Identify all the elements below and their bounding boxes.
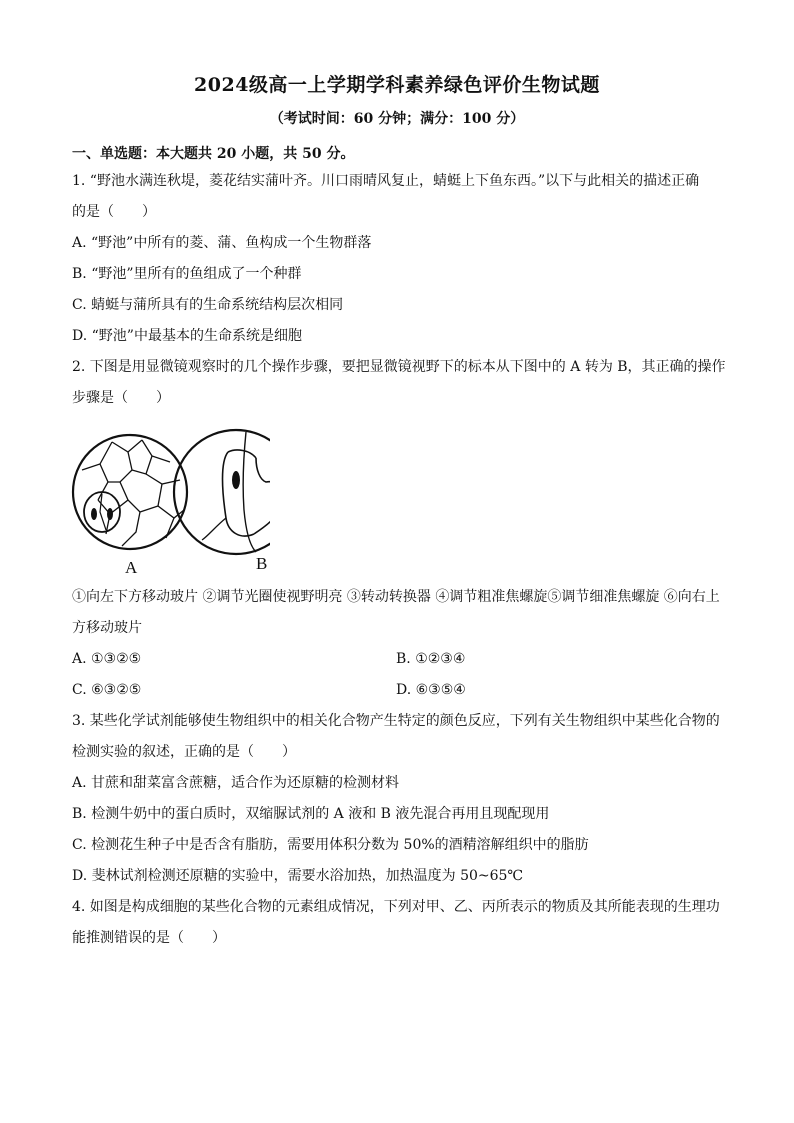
question-2-stem: 2. 下图是用显微镜观察时的几个操作步骤，要把显微镜视野下的标本从下图中的 A 转为 B，其正确的操作 [72, 359, 726, 375]
question-1-stem-cont: 的是（ ） [72, 204, 156, 220]
page-title: 2024级高一上学期学科素养绿色评价生物试题 [194, 74, 600, 96]
question-3-option-b: B. 检测牛奶中的蛋白质时，双缩脲试剂的 A 液和 B 液先混合再用且现配现用 [72, 806, 550, 822]
microscope-views-illustration [70, 422, 270, 582]
question-2-steps: ①向左下方移动玻片 ②调节光圈使视野明亮 ③转动转换器 ④调节粗准焦螺旋⑤调节细准焦螺旋 ⑥向右上 [72, 589, 720, 605]
question-3-stem-cont: 检测实验的叙述，正确的是（ ） [72, 744, 296, 760]
question-2-option-a: A. ①③②⑤ [72, 651, 142, 667]
figure-label-b: B [256, 554, 268, 573]
question-2-option-c: C. ⑥③②⑤ [72, 682, 142, 698]
question-1-option-a: A. “野池”中所有的菱、蒲、鱼构成一个生物群落 [72, 235, 372, 251]
view-b-drawing [174, 430, 270, 554]
question-3-option-a: A. 甘蔗和甜菜富含蔗糖，适合作为还原糖的检测材料 [72, 775, 400, 791]
question-3-option-d: D. 斐林试剂检测还原糖的实验中，需要水浴加热，加热温度为 50~65℃ [72, 868, 524, 884]
exam-info: （考试时间：60 分钟；满分：100 分） [269, 111, 525, 127]
question-2-option-d: D. ⑥③⑤④ [396, 682, 466, 698]
question-2-option-b: B. ①②③④ [396, 651, 466, 667]
question-4-stem-cont: 能推测错误的是（ ） [72, 930, 226, 946]
question-1-option-b: B. “野池”里所有的鱼组成了一个种群 [72, 266, 302, 282]
question-1-stem: 1. “野池水满连秋堤，菱花结实蒲叶齐。川口雨晴风复止，蜻蜓上下鱼东西。”以下与此相关的描述正确 [72, 173, 700, 189]
question-2-stem-cont: 步骤是（ ） [72, 390, 170, 406]
microscope-figure [70, 422, 270, 582]
question-2-steps-cont: 方移动玻片 [72, 620, 142, 636]
figure-label-a: A [125, 558, 138, 577]
view-a-drawing [73, 435, 187, 549]
question-3-stem: 3. 某些化学试剂能够使生物组织中的相关化合物产生特定的颜色反应，下列有关生物组织中某些化合物的 [72, 713, 720, 729]
question-1-option-c: C. 蜻蜓与蒲所具有的生命系统结构层次相同 [72, 297, 344, 313]
question-3-option-c: C. 检测花生种子中是否含有脂肪，需要用体积分数为 50%的酒精溶解组织中的脂肪 [72, 837, 589, 853]
section-heading: 一、单选题：本大题共 20 小题，共 50 分。 [72, 146, 355, 162]
question-1-option-d: D. “野池”中最基本的生命系统是细胞 [72, 328, 302, 344]
question-4-stem: 4. 如图是构成细胞的某些化合物的元素组成情况，下列对甲、乙、丙所表示的物质及其所能表现的生理功 [72, 899, 720, 915]
